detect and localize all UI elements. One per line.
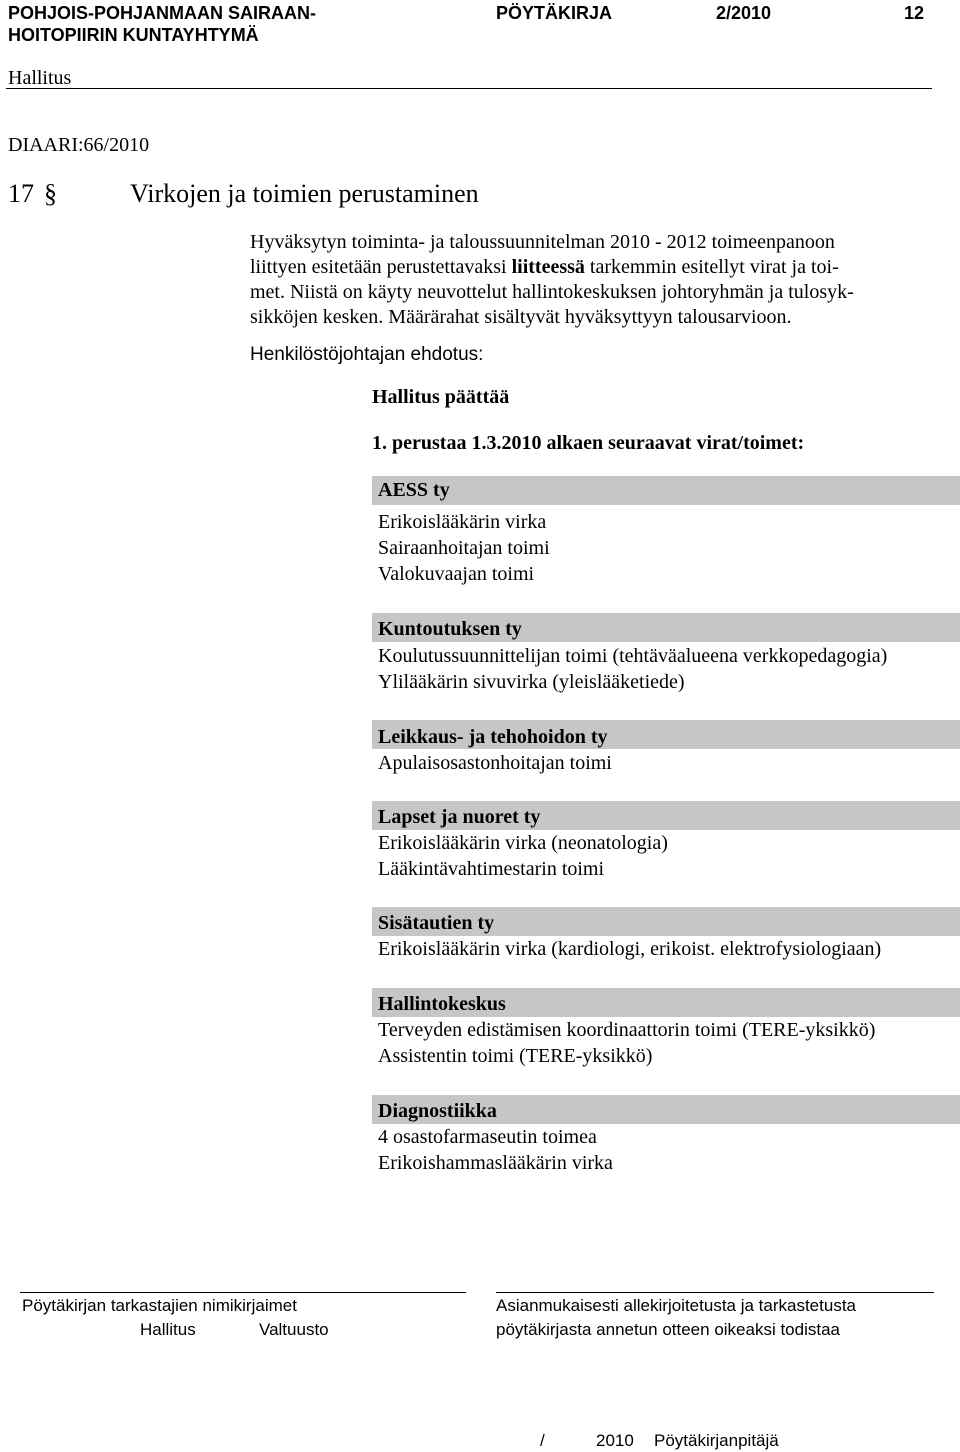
group-name: Kuntoutuksen ty [378,618,522,640]
diary-number: DIAARI:66/2010 [8,134,150,156]
group-name: Leikkaus- ja tehohoidon ty [378,726,608,748]
header-body-name: Hallitus [8,67,72,89]
footer-certification-line1: Asianmukaisesti allekirjoitetusta ja tarkastetusta [496,1296,856,1315]
list-item: Koulutussuunnittelijan toimi (tehtäväalueena verkkopedagogia) [378,645,888,667]
proposal-label: Henkilöstöjohtajan ehdotus: [250,344,484,365]
document-type: PÖYTÄKIRJA [496,3,613,23]
footer-year: 2010 [596,1431,634,1450]
footer-inspectors-title: Pöytäkirjan tarkastajien nimikirjaimet [22,1296,297,1315]
intro-line-4: sikköjen kesken. Määrärahat sisältyvät hyväksyttyyn talousarvioon. [250,306,792,328]
footer-divider-left [20,1292,466,1293]
group-name: Hallintokeskus [378,993,506,1015]
group-name: Lapset ja nuoret ty [378,806,541,828]
organization-name-line1: POHJOIS-POHJANMAAN SAIRAAN- [8,3,317,23]
section-title: Virkojen ja toimien perustaminen [130,179,479,208]
group-name: Diagnostiikka [378,1100,497,1122]
footer-col-council: Valtuusto [259,1320,329,1339]
list-item: Erikoislääkärin virka (kardiologi, erikoist. elektrofysiologiaan) [378,938,882,960]
list-item: Erikoishammaslääkärin virka [378,1152,613,1174]
footer-date-separator: / [540,1431,545,1450]
list-item: 4 osastofarmaseutin toimea [378,1126,597,1148]
footer-signer: Pöytäkirjanpitäjä [654,1431,779,1450]
list-item: Erikoislääkärin virka [378,511,547,533]
group-name: Sisätautien ty [378,912,495,934]
decision-point-1: 1. perustaa 1.3.2010 alkaen seuraavat virat/toimet: [372,432,805,454]
decision-title: Hallitus päättää [372,386,510,408]
intro-line-2: liittyen esitetään perustettavaksi liitteessä tarkemmin esitellyt virat ja toi- [250,256,839,278]
page-number: 12 [904,3,925,23]
footer-certification-line2: pöytäkirjasta annetun otteen oikeaksi todistaa [496,1320,841,1339]
group-header-bar [372,476,960,505]
section-symbol: § [44,179,57,208]
list-item: Lääkintävahtimestarin toimi [378,858,605,880]
footer-col-board: Hallitus [140,1320,196,1339]
intro-line-1: Hyväksytyn toiminta- ja taloussuunnitelman 2010 - 2012 toimeenpanoon [250,231,835,253]
list-item: Terveyden edistämisen koordinaattorin toimi (TERE-yksikkö) [378,1019,876,1041]
list-item: Apulaisosastonhoitajan toimi [378,752,612,774]
list-item: Assistentin toimi (TERE-yksikkö) [378,1045,653,1067]
intro-line-3: met. Niistä on käyty neuvottelut hallintokeskuksen johtoryhmän ja tulosyk- [250,281,854,303]
header-divider [6,88,932,89]
organization-name-line2: HOITOPIIRIN KUNTAYHTYMÄ [8,25,259,45]
list-item: Erikoislääkärin virka (neonatologia) [378,832,668,854]
list-item: Sairaanhoitajan toimi [378,537,550,559]
group-name: AESS ty [378,479,450,501]
attachment-reference: liitteessä [511,256,585,278]
list-item: Ylilääkärin sivuvirka (yleislääketiede) [378,671,685,693]
meeting-number: 2/2010 [716,3,772,23]
list-item: Valokuvaajan toimi [378,563,535,585]
footer-divider-right [496,1292,934,1293]
section-number: 17 [8,179,34,208]
